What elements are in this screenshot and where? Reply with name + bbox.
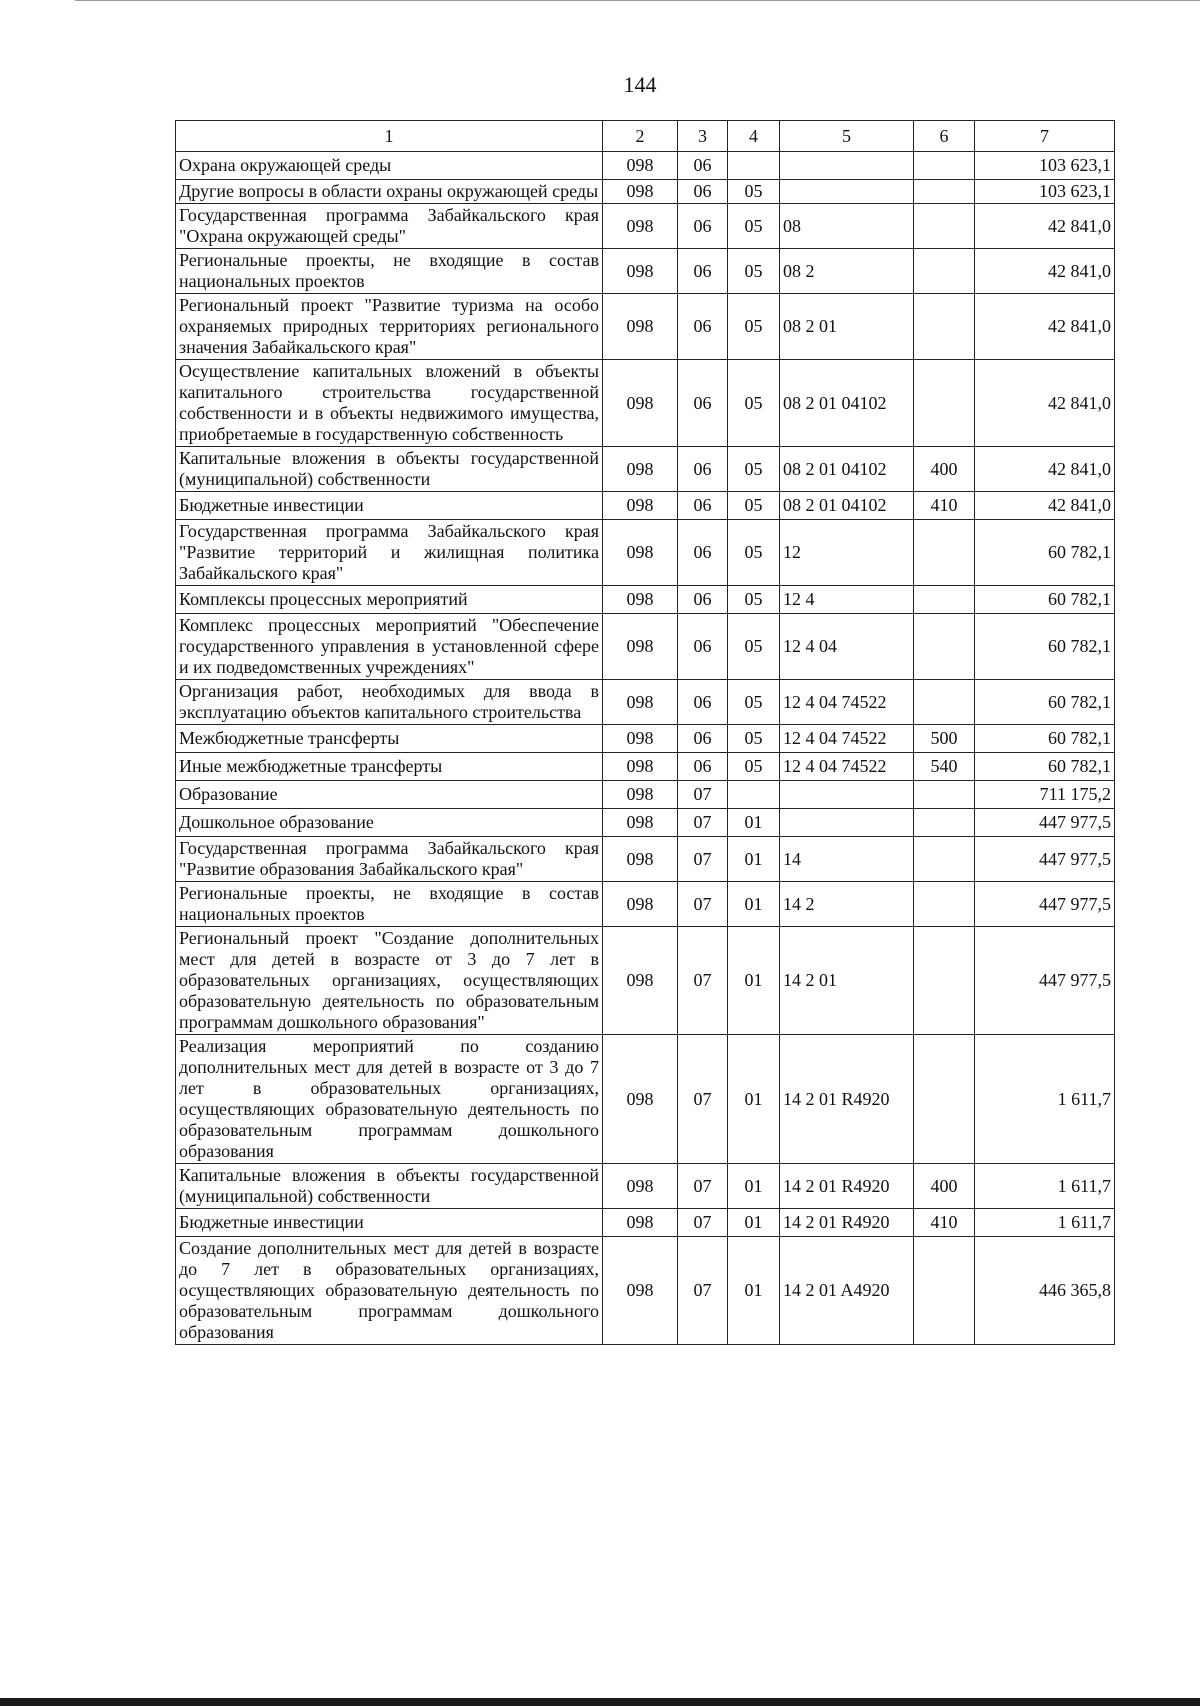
section-code: 07 (678, 927, 728, 1035)
amount: 447 977,5 (975, 882, 1115, 927)
target-article-code (780, 809, 914, 837)
amount: 42 841,0 (975, 294, 1115, 360)
target-article-code: 14 2 01 A4920 (780, 1237, 914, 1345)
subsection-code: 05 (728, 753, 780, 781)
section-code: 07 (678, 1164, 728, 1209)
amount: 42 841,0 (975, 204, 1115, 249)
item-name: Создание дополнительных мест для детей в возрасте до 7 лет в образовательных организациях, осуществляющих образовательную деятельность по образовательным программам дошкольного образования (176, 1237, 603, 1345)
table-row (176, 680, 1115, 725)
table-row (176, 1164, 1115, 1209)
subsection-code: 01 (728, 882, 780, 927)
target-article-code: 12 4 04 74522 (780, 680, 914, 725)
expense-type-code (914, 586, 975, 614)
table-row (176, 447, 1115, 492)
column-header: 4 (728, 121, 780, 152)
item-name: Капитальные вложения в объекты государственной (муниципальной) собственности (176, 1164, 603, 1209)
target-article-code (780, 180, 914, 204)
ministry-code: 098 (603, 180, 678, 204)
target-article-code: 08 2 01 04102 (780, 447, 914, 492)
ministry-code: 098 (603, 520, 678, 586)
amount: 103 623,1 (975, 180, 1115, 204)
ministry-code: 098 (603, 882, 678, 927)
section-code: 07 (678, 882, 728, 927)
table-row (176, 586, 1115, 614)
column-header: 1 (176, 121, 603, 152)
expense-type-code (914, 180, 975, 204)
ministry-code: 098 (603, 447, 678, 492)
subsection-code: 05 (728, 520, 780, 586)
subsection-code: 05 (728, 447, 780, 492)
subsection-code: 05 (728, 204, 780, 249)
expense-type-code (914, 781, 975, 809)
section-code: 06 (678, 614, 728, 680)
ministry-code: 098 (603, 837, 678, 882)
subsection-code (728, 781, 780, 809)
subsection-code: 01 (728, 1209, 780, 1237)
target-article-code (780, 781, 914, 809)
expense-type-code (914, 927, 975, 1035)
ministry-code: 098 (603, 152, 678, 180)
amount: 60 782,1 (975, 725, 1115, 753)
amount: 42 841,0 (975, 447, 1115, 492)
section-code: 06 (678, 753, 728, 781)
item-name: Региональный проект "Создание дополнительных мест для детей в возрасте от 3 до 7 лет в образовательных организациях, осуществляющих образовательную деятельность по образовательным программам дошкольного образования" (176, 927, 603, 1035)
expense-type-code (914, 249, 975, 294)
table-row (176, 180, 1115, 204)
item-name: Комплекс процессных мероприятий "Обеспечение государственного управления в установленной сфере и их подведомственных учреждениях" (176, 614, 603, 680)
item-name: Реализация мероприятий по созданию дополнительных мест для детей в возрасте от 3 до 7 лет в образовательных организациях, осуществляющих образовательную деятельность по образовательным программам дошкольного образования (176, 1035, 603, 1164)
item-name: Государственная программа Забайкальского края "Развитие образования Забайкальского края" (176, 837, 603, 882)
subsection-code: 01 (728, 809, 780, 837)
ministry-code: 098 (603, 249, 678, 294)
section-code: 07 (678, 1035, 728, 1164)
target-article-code: 08 2 (780, 249, 914, 294)
item-name: Государственная программа Забайкальского края "Охрана окружающей среды" (176, 204, 603, 249)
ministry-code: 098 (603, 781, 678, 809)
expense-type-code (914, 360, 975, 447)
section-code: 06 (678, 447, 728, 492)
item-name: Региональные проекты, не входящие в состав национальных проектов (176, 249, 603, 294)
ministry-code: 098 (603, 204, 678, 249)
table-row (176, 294, 1115, 360)
column-header: 3 (678, 121, 728, 152)
expense-type-code: 400 (914, 447, 975, 492)
table-header-row (176, 121, 1115, 152)
expense-type-code: 500 (914, 725, 975, 753)
amount: 447 977,5 (975, 837, 1115, 882)
expense-type-code: 410 (914, 492, 975, 520)
amount: 60 782,1 (975, 520, 1115, 586)
expense-type-code (914, 204, 975, 249)
target-article-code: 08 2 01 04102 (780, 492, 914, 520)
section-code: 07 (678, 1209, 728, 1237)
amount: 711 175,2 (975, 781, 1115, 809)
item-name: Иные межбюджетные трансферты (176, 753, 603, 781)
item-name: Осуществление капитальных вложений в объекты капитального строительства государственной собственности и в объекты недвижимого имущества, приобретаемые в государственную собственность (176, 360, 603, 447)
target-article-code: 08 2 01 04102 (780, 360, 914, 447)
table-row (176, 1035, 1115, 1164)
amount: 60 782,1 (975, 586, 1115, 614)
subsection-code: 05 (728, 360, 780, 447)
subsection-code: 05 (728, 180, 780, 204)
subsection-code: 05 (728, 680, 780, 725)
subsection-code (728, 152, 780, 180)
subsection-code: 05 (728, 614, 780, 680)
item-name: Другие вопросы в области охраны окружающей среды (176, 180, 603, 204)
table-row (176, 882, 1115, 927)
ministry-code: 098 (603, 927, 678, 1035)
item-name: Организация работ, необходимых для ввода в эксплуатацию объектов капитального строительства (176, 680, 603, 725)
section-code: 07 (678, 781, 728, 809)
column-header: 5 (780, 121, 914, 152)
table-row (176, 152, 1115, 180)
section-code: 07 (678, 837, 728, 882)
section-code: 06 (678, 249, 728, 294)
subsection-code: 05 (728, 725, 780, 753)
section-code: 06 (678, 520, 728, 586)
section-code: 06 (678, 586, 728, 614)
table-row (176, 1209, 1115, 1237)
section-code: 07 (678, 1237, 728, 1345)
target-article-code: 14 (780, 837, 914, 882)
expense-type-code: 410 (914, 1209, 975, 1237)
expense-type-code (914, 837, 975, 882)
ministry-code: 098 (603, 1035, 678, 1164)
amount: 60 782,1 (975, 753, 1115, 781)
target-article-code: 14 2 01 R4920 (780, 1209, 914, 1237)
target-article-code: 12 4 04 74522 (780, 753, 914, 781)
amount: 42 841,0 (975, 360, 1115, 447)
expense-type-code (914, 152, 975, 180)
table-row (176, 837, 1115, 882)
amount: 446 365,8 (975, 1237, 1115, 1345)
section-code: 06 (678, 204, 728, 249)
ministry-code: 098 (603, 492, 678, 520)
item-name: Межбюджетные трансферты (176, 725, 603, 753)
expense-type-code (914, 1237, 975, 1345)
expense-type-code (914, 614, 975, 680)
expense-type-code (914, 882, 975, 927)
subsection-code: 05 (728, 294, 780, 360)
ministry-code: 098 (603, 753, 678, 781)
expense-type-code (914, 809, 975, 837)
section-code: 06 (678, 680, 728, 725)
table-row (176, 204, 1115, 249)
expense-type-code (914, 680, 975, 725)
target-article-code: 08 2 01 (780, 294, 914, 360)
item-name: Региональный проект "Развитие туризма на особо охраняемых природных территориях регионального значения Забайкальского края" (176, 294, 603, 360)
expense-type-code: 400 (914, 1164, 975, 1209)
amount: 1 611,7 (975, 1209, 1115, 1237)
ministry-code: 098 (603, 586, 678, 614)
table-row (176, 809, 1115, 837)
item-name: Охрана окружающей среды (176, 152, 603, 180)
amount: 42 841,0 (975, 249, 1115, 294)
expense-type-code (914, 1035, 975, 1164)
top-rule (75, 0, 1200, 1)
target-article-code: 12 4 04 (780, 614, 914, 680)
item-name: Комплексы процессных мероприятий (176, 586, 603, 614)
ministry-code: 098 (603, 614, 678, 680)
ministry-code: 098 (603, 809, 678, 837)
item-name: Бюджетные инвестиции (176, 492, 603, 520)
subsection-code: 01 (728, 1237, 780, 1345)
ministry-code: 098 (603, 680, 678, 725)
budget-table (175, 120, 1115, 1345)
subsection-code: 01 (728, 837, 780, 882)
table-row (176, 360, 1115, 447)
amount: 60 782,1 (975, 614, 1115, 680)
section-code: 06 (678, 360, 728, 447)
subsection-code: 01 (728, 927, 780, 1035)
table-row (176, 614, 1115, 680)
column-header: 6 (914, 121, 975, 152)
table-body (176, 152, 1115, 1345)
target-article-code: 12 (780, 520, 914, 586)
ministry-code: 098 (603, 360, 678, 447)
item-name: Региональные проекты, не входящие в состав национальных проектов (176, 882, 603, 927)
item-name: Капитальные вложения в объекты государственной (муниципальной) собственности (176, 447, 603, 492)
target-article-code: 14 2 01 (780, 927, 914, 1035)
expense-type-code: 540 (914, 753, 975, 781)
ministry-code: 098 (603, 725, 678, 753)
section-code: 06 (678, 180, 728, 204)
target-article-code (780, 152, 914, 180)
amount: 42 841,0 (975, 492, 1115, 520)
subsection-code: 05 (728, 249, 780, 294)
subsection-code: 05 (728, 586, 780, 614)
table-row (176, 725, 1115, 753)
subsection-code: 05 (728, 492, 780, 520)
amount: 447 977,5 (975, 809, 1115, 837)
subsection-code: 01 (728, 1035, 780, 1164)
amount: 60 782,1 (975, 680, 1115, 725)
amount: 447 977,5 (975, 927, 1115, 1035)
item-name: Образование (176, 781, 603, 809)
section-code: 06 (678, 152, 728, 180)
target-article-code: 08 (780, 204, 914, 249)
item-name: Бюджетные инвестиции (176, 1209, 603, 1237)
amount: 103 623,1 (975, 152, 1115, 180)
target-article-code: 14 2 (780, 882, 914, 927)
ministry-code: 098 (603, 1209, 678, 1237)
table-row (176, 249, 1115, 294)
item-name: Дошкольное образование (176, 809, 603, 837)
item-name: Государственная программа Забайкальского края "Развитие территорий и жилищная политика Забайкальского края" (176, 520, 603, 586)
expense-type-code (914, 294, 975, 360)
table-row (176, 492, 1115, 520)
target-article-code: 14 2 01 R4920 (780, 1035, 914, 1164)
target-article-code: 14 2 01 R4920 (780, 1164, 914, 1209)
bottom-rule (0, 1698, 1200, 1706)
section-code: 06 (678, 725, 728, 753)
table-row (176, 781, 1115, 809)
amount: 1 611,7 (975, 1035, 1115, 1164)
table-row (176, 520, 1115, 586)
section-code: 06 (678, 492, 728, 520)
amount: 1 611,7 (975, 1164, 1115, 1209)
expense-type-code (914, 520, 975, 586)
ministry-code: 098 (603, 1237, 678, 1345)
column-header: 7 (975, 121, 1115, 152)
section-code: 07 (678, 809, 728, 837)
table-row (176, 1237, 1115, 1345)
table-row (176, 753, 1115, 781)
ministry-code: 098 (603, 294, 678, 360)
page-number: 144 (623, 72, 657, 97)
section-code: 06 (678, 294, 728, 360)
table-row (176, 927, 1115, 1035)
column-header: 2 (603, 121, 678, 152)
target-article-code: 12 4 04 74522 (780, 725, 914, 753)
ministry-code: 098 (603, 1164, 678, 1209)
subsection-code: 01 (728, 1164, 780, 1209)
target-article-code: 12 4 (780, 586, 914, 614)
